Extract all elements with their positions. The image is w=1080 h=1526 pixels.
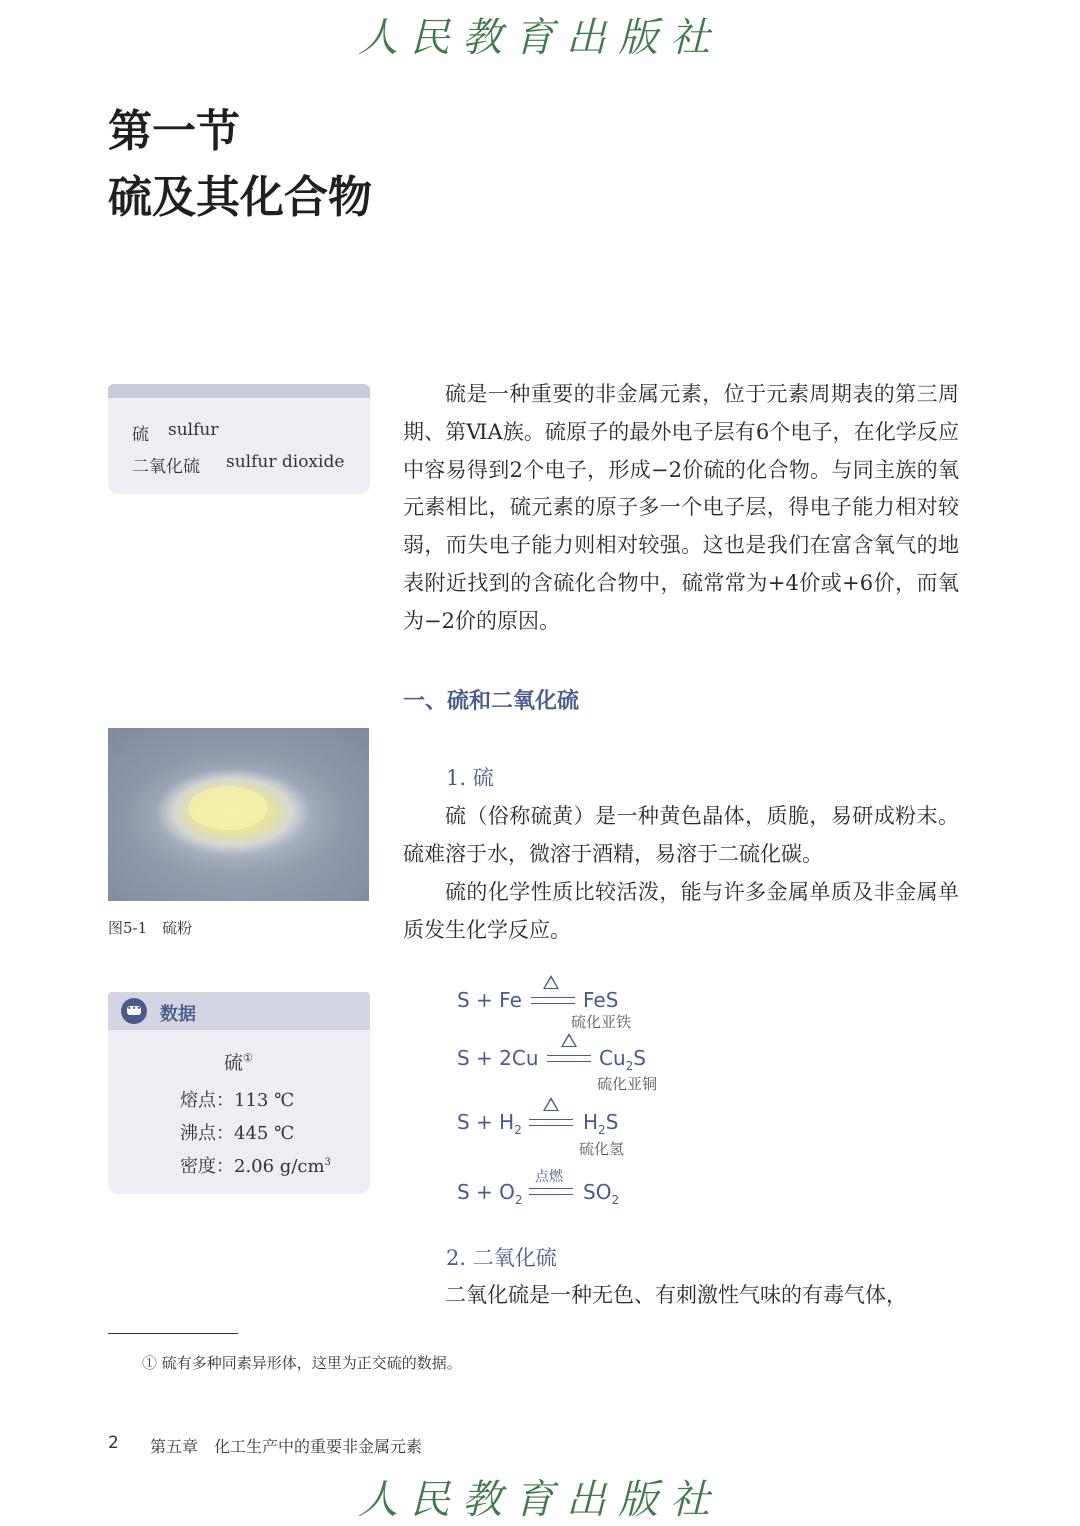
sulfur-dioxide-paragraph: 二氧化硫是一种无色、有刺激性气味的有毒气体， — [445, 1283, 907, 1307]
data-box — [108, 992, 370, 1194]
density — [180, 1152, 331, 1178]
publisher-watermark-bottom: 人民教育出版社 — [358, 1477, 722, 1523]
density-text: 密度：2.06 g/cm — [180, 1156, 325, 1177]
speech-bubble-icon — [121, 998, 147, 1024]
product-name: 硫化亚铁 — [571, 1013, 632, 1031]
equation-s-fe — [457, 978, 677, 1032]
page-number: 2 — [108, 1433, 119, 1453]
boiling-point: 沸点：445 ℃ — [180, 1123, 295, 1144]
sulfur-reactivity-paragraph: 硫的化学性质比较活泼，能与许多金属单质及非金属单质发生化学反应。 — [403, 880, 959, 942]
vocab-item — [132, 420, 219, 445]
footnote: ① 硫有多种同素异形体，这里为正交硫的数据。 — [142, 1354, 462, 1372]
section-title: 硫及其化合物 — [108, 172, 372, 223]
product-name: 硫化亚铜 — [597, 1075, 658, 1093]
chapter-title: 第五章 化工生产中的重要非金属元素 — [150, 1437, 423, 1456]
sulfur-properties-paragraph: 硫（俗称硫黄）是一种黄色晶体，质脆，易研成粉末。硫难溶于水，微溶于酒精，易溶于二硫化碳。 — [403, 804, 959, 866]
equation-rhs: FeS — [583, 988, 619, 1012]
vocab-zh: 硫 — [132, 425, 149, 445]
heat-triangle-icon — [561, 1033, 577, 1047]
vocab-en: sulfur — [168, 420, 219, 440]
equation-lhs: $S + O_2$ — [457, 1180, 523, 1207]
equation-rhs: $H_2S$ — [583, 1110, 619, 1137]
vocabulary-box-header-bar — [108, 384, 370, 398]
equation-double-bar — [531, 997, 575, 1004]
vocabulary-box — [108, 384, 370, 494]
publisher-watermark-top: 人民教育出版社 — [358, 15, 722, 61]
melting-point: 熔点：113 ℃ — [180, 1090, 295, 1111]
equation-rhs: $SO_2$ — [583, 1180, 620, 1207]
heat-triangle-icon — [543, 975, 559, 989]
equation-rhs: $Cu_2S$ — [599, 1046, 646, 1073]
equation-double-bar — [529, 1119, 573, 1126]
substance-label: 硫 — [224, 1052, 244, 1074]
density-exponent: 3 — [324, 1157, 331, 1168]
heat-triangle-icon — [543, 1097, 559, 1111]
subsection-heading-sulfur: 1. 硫 — [446, 766, 494, 790]
figure-caption: 图5-1 硫粉 — [108, 919, 193, 937]
footnote-marker: ① — [243, 1051, 253, 1065]
footnote-divider — [108, 1333, 238, 1334]
data-box-header — [108, 992, 370, 1030]
data-substance-name — [224, 1048, 253, 1075]
equation-s-h2 — [457, 1098, 677, 1160]
section-number-title: 第一节 — [108, 106, 240, 157]
equation-double-bar — [529, 1188, 573, 1195]
vocab-zh: 二氧化硫 — [132, 457, 200, 477]
equation-double-bar — [547, 1055, 591, 1062]
section-heading: 一、硫和二氧化硫 — [403, 689, 580, 714]
equation-condition: 点燃 — [535, 1169, 563, 1185]
product-name: 硫化氢 — [579, 1140, 625, 1158]
vocab-item — [132, 452, 345, 477]
equation-lhs: S + 2Cu — [457, 1046, 539, 1070]
sulfur-powder-photo — [108, 728, 369, 901]
intro-paragraph: 硫是一种重要的非金属元素，位于元素周期表的第三周期、第ⅥA族。硫原子的最外电子层有6个电子，在化学反应中容易得到2个电子，形成−2价硫的化合物。与同主族的氧元素相比，硫元素的原子多一个电子层，得电子能力相对较弱，而失电子能力则相对较强。这也是我们在富含氧气的地表附近找到的含硫化合物中，硫常常为+4价或+6价，而氧为−2价的原因。 — [403, 382, 959, 633]
sulfur-powder-illustration — [108, 728, 369, 901]
equation-s-cu — [457, 1036, 697, 1096]
equation-s-o2 — [457, 1166, 677, 1214]
equation-lhs: S + Fe — [457, 988, 522, 1012]
data-box-title: 数据 — [160, 1004, 196, 1025]
subsection-heading-sulfur-dioxide: 2. 二氧化硫 — [446, 1246, 557, 1270]
equation-lhs: $S + H_2$ — [457, 1110, 522, 1137]
vocab-en: sulfur dioxide — [226, 452, 345, 472]
